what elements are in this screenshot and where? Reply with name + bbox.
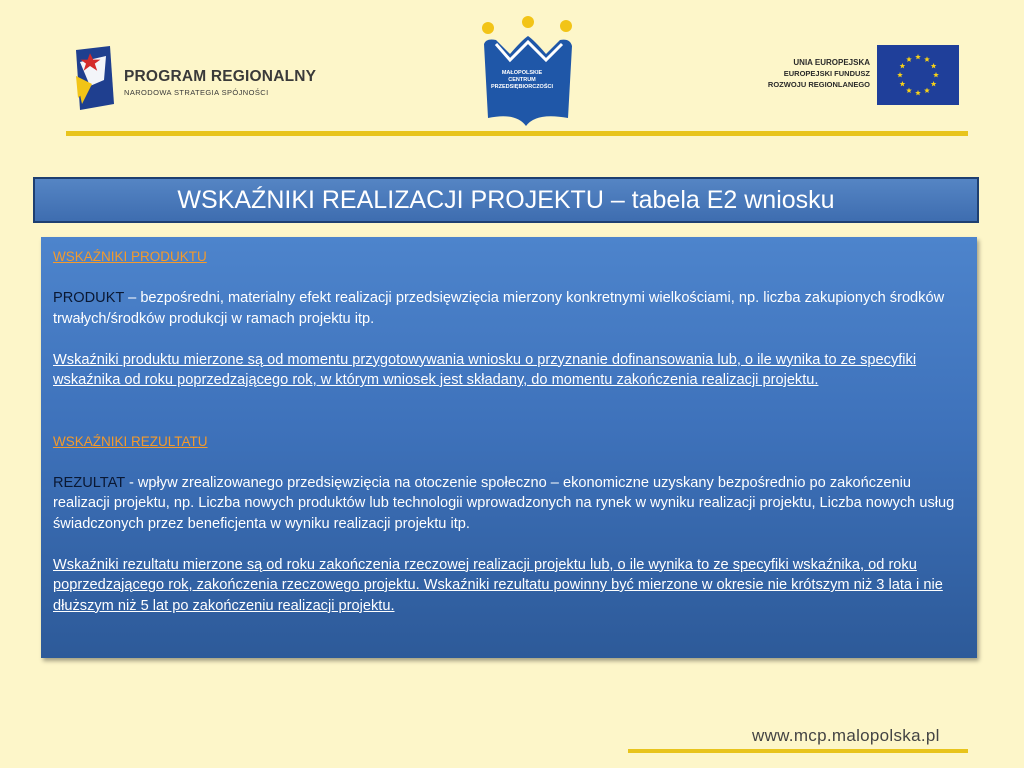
mcp-logo-line: MAŁOPOLSKIE — [501, 70, 543, 76]
program-regionalny-title: PROGRAM REGIONALNY — [124, 68, 317, 85]
eu-logo — [740, 45, 960, 107]
mcp-logo — [476, 16, 580, 128]
result-heading: WSKAŹNIKI REZULTATU — [53, 433, 208, 449]
product-definition: – bezpośredni, materialny efekt realizacji przedsięwzięcia mierzony konkretnymi wielkościami, np. liczba zakupionych środków trwałych/środków produkcji w ramach projektu itp. — [53, 290, 945, 327]
mcp-logo-line: PRZEDSIĘBIORCZOŚCI — [490, 84, 554, 90]
program-regionalny-subtitle: NARODOWA STRATEGIA SPÓJNOŚCI — [124, 88, 269, 97]
product-measurement: Wskaźniki produktu mierzone są od momentu przygotowywania wniosku o przyznanie dofinansowania lub, o ile wynika to ze specyfiki wskaźnika od roku poprzedzającego rok, w którym wniosek jest składany, do momentu zakończenia realizacji projektu. — [53, 351, 917, 388]
footer-url: www.mcp.malopolska.pl — [752, 726, 940, 745]
footer-divider — [628, 749, 968, 753]
product-term: PRODUKT — [53, 290, 125, 306]
content-box — [41, 237, 977, 658]
product-heading: WSKAŹNIKI PRODUKTU — [53, 249, 207, 264]
result-term: REZULTAT — [53, 474, 125, 491]
eu-logo-text — [740, 57, 870, 90]
slide-title: WSKAŹNIKI REALIZACJI PROJEKTU – tabela E2 wniosku — [33, 177, 979, 223]
product-definition-paragraph — [53, 288, 965, 329]
program-regionalny-logo — [70, 46, 320, 112]
mcp-logo-line: CENTRUM — [508, 77, 536, 83]
eu-logo-line: UNIA EUROPEJSKA — [793, 58, 870, 67]
header-divider — [66, 131, 968, 136]
eu-logo-line: EUROPEJSKI FUNDUSZ — [783, 69, 870, 78]
eu-logo-line: ROZWOJU REGIONLANEGO — [767, 80, 870, 89]
eu-flag-icon — [877, 45, 959, 105]
program-regionalny-emblem-icon — [70, 46, 118, 112]
result-definition: - wpływ zrealizowanego przedsięwzięcia na otoczenie społeczno – ekonomiczne uzyskany bezpośrednio po zakończeniu realizacji projektu, np. Liczba nowych produktów lub technologii wprowadzonych na rynek w wyniku realizacji projektu, Liczba nowych usług świadczonych przez beneficjenta w wyniku realizacji projektu itp. — [53, 474, 955, 532]
mcp-logo-text — [487, 70, 557, 91]
result-definition-paragraph — [53, 473, 965, 535]
result-measurement: Wskaźniki rezultatu mierzone są od roku zakończenia rzeczowej realizacji projektu lub, o ile wynika to ze specyfiki wskaźnika, od roku poprzedzającego rok, zakończenia rzeczowego projektu. Wskaźniki rezultatu powinny być mierzone w okresie nie krótszym niż 3 lata i nie dłuższym niż 5 lat po zakończeniu realizacji projektu. — [53, 556, 943, 614]
